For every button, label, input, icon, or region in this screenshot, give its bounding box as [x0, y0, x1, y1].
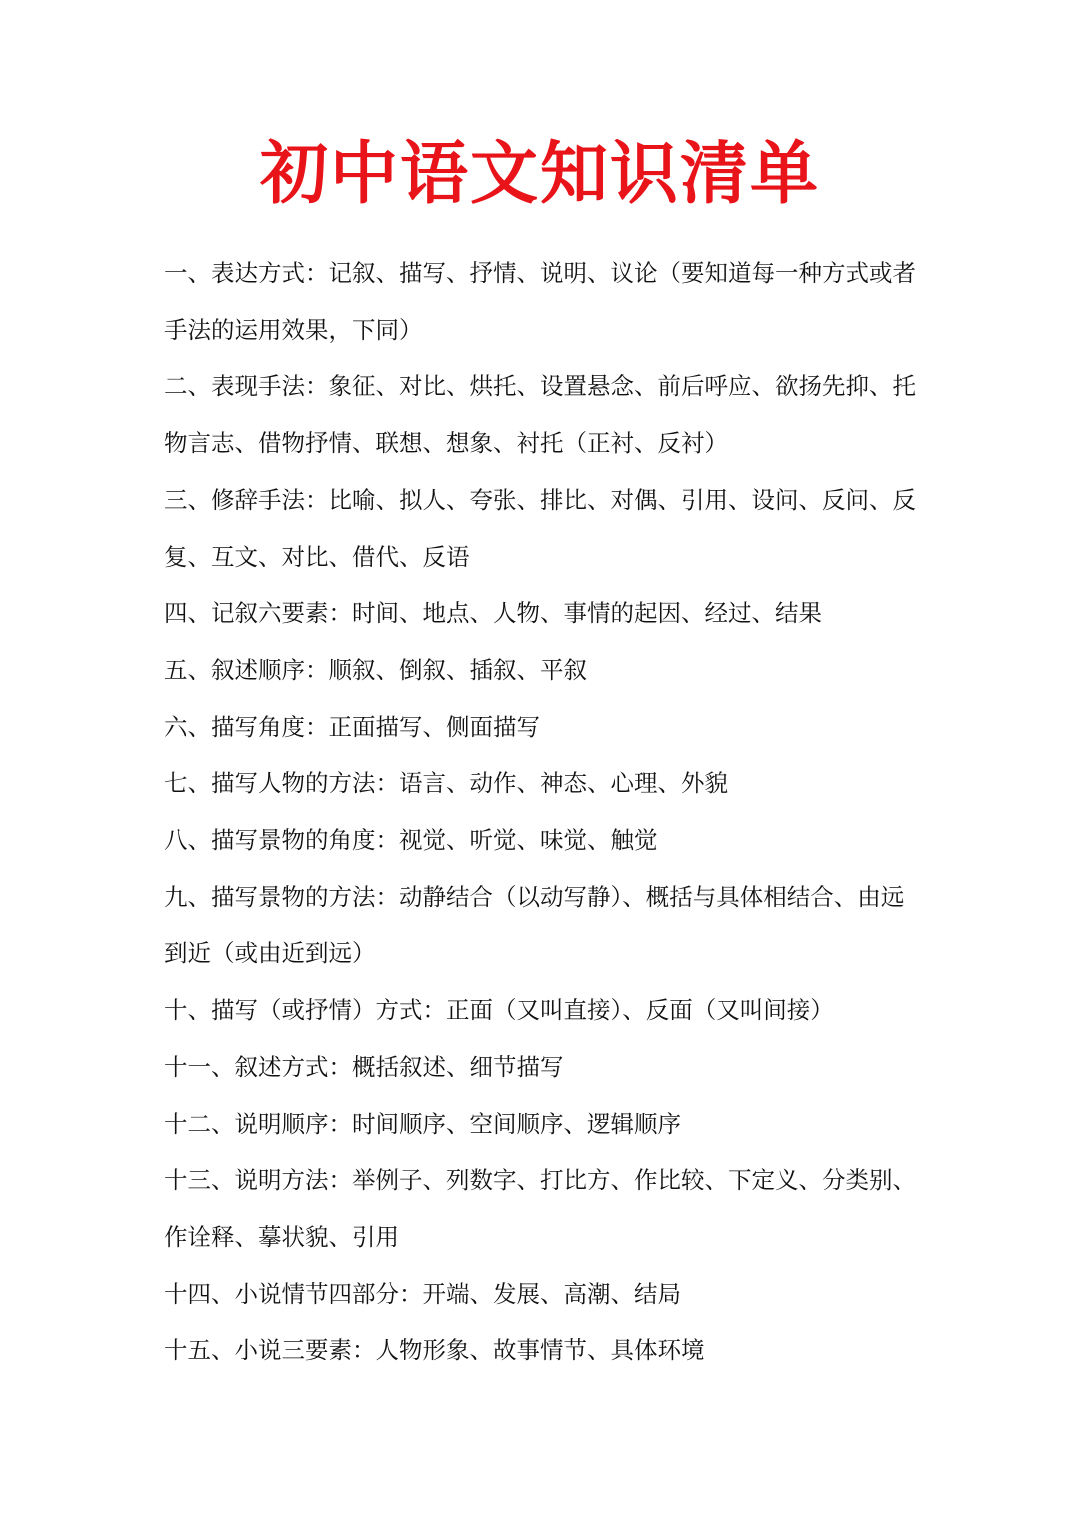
list-item: 九、描写景物的方法：动静结合（以动写静）、概括与具体相结合、由远到近（或由近到远） [164, 882, 905, 968]
list-item: 十三、说明方法：举例子、列数字、打比方、作比较、下定义、分类别、作诠释、摹状貌、引用 [164, 1166, 916, 1251]
list-item: 十五、小说三要素：人物形象、故事情节、具体环境 [164, 1336, 705, 1365]
list-item: 八、描写景物的角度：视觉、听觉、味觉、触觉 [164, 826, 658, 855]
list-item: 六、描写角度：正面描写、侧面描写 [164, 712, 540, 741]
page-title: 初中语文知识清单 [259, 134, 820, 214]
list-item: 七、描写人物的方法：语言、动作、神态、心理、外貌 [164, 769, 728, 798]
list-item: 三、修辞手法：比喻、拟人、夸张、排比、对偶、引用、设问、反问、反复、互文、对比、借代、反语 [164, 485, 916, 571]
list-item: 十一、叙述方式：概括叙述、细节描写 [164, 1052, 564, 1081]
knowledge-list [164, 245, 924, 1379]
list-item: 十、描写（或抒情）方式：正面（又叫直接）、反面（又叫间接） [164, 996, 834, 1025]
list-item: 一、表达方式：记叙、描写、抒情、说明、议论（要知道每一种方式或者手法的运用效果，下同） [164, 259, 916, 344]
list-item: 十四、小说情节四部分：开端、发展、高潮、结局 [164, 1279, 681, 1308]
list-item: 十二、说明顺序：时间顺序、空间顺序、逻辑顺序 [164, 1109, 681, 1138]
list-item: 五、叙述顺序：顺叙、倒叙、插叙、平叙 [164, 655, 587, 684]
list-item: 二、表现手法：象征、对比、烘托、设置悬念、前后呼应、欲扬先抑、托物言志、借物抒情、联想、想象、衬托（正衬、反衬） [164, 372, 916, 458]
list-item: 四、记叙六要素：时间、地点、人物、事情的起因、经过、结果 [164, 599, 822, 628]
